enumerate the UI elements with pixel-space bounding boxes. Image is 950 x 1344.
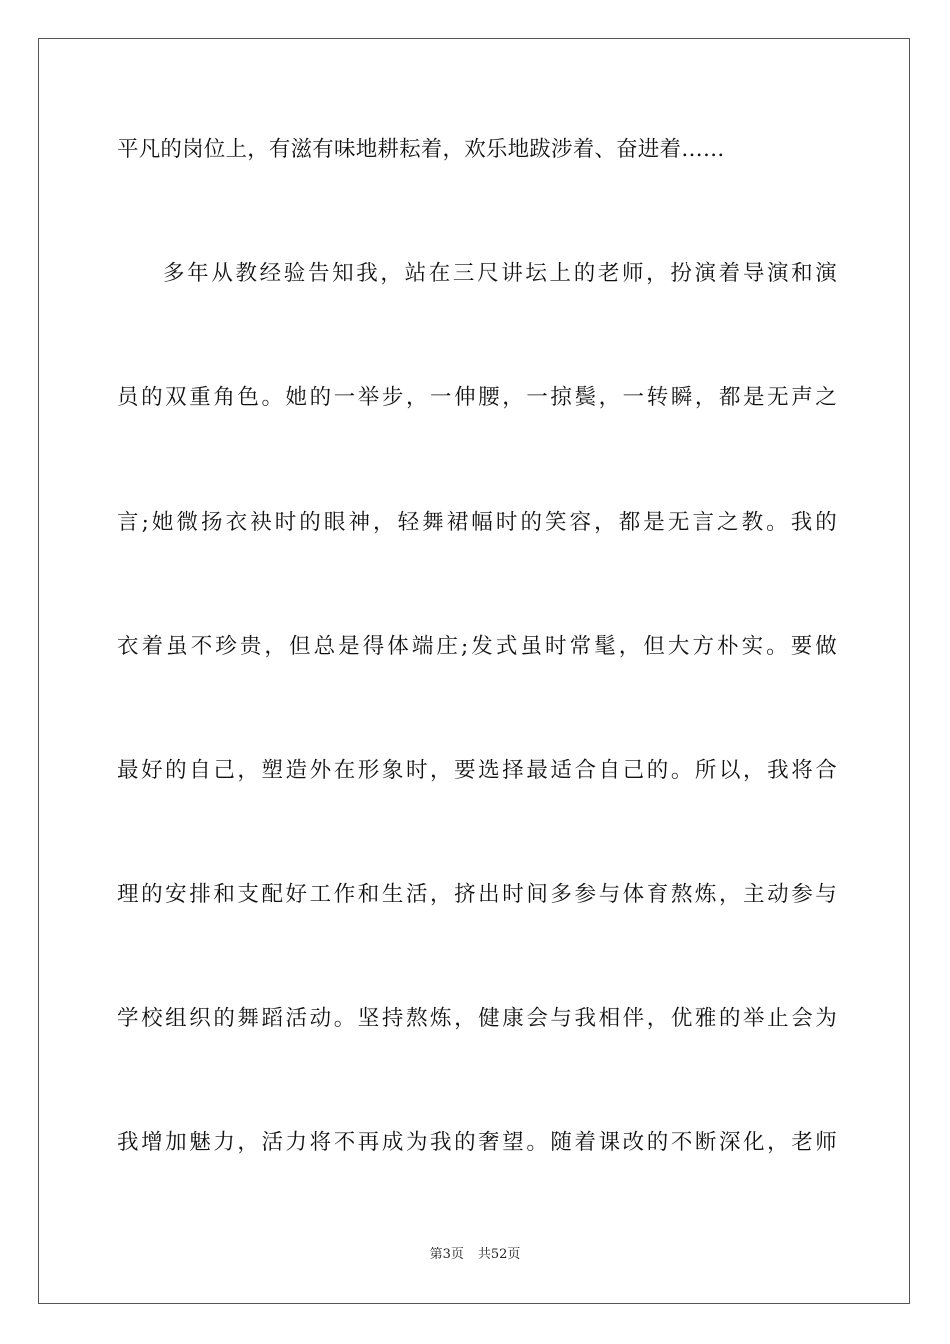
page-border [38,38,910,1304]
paragraph-line-5: 衣着虽不珍贵，但总是得体端庄;发式虽时常髦，但大方朴实。要做 [117,634,837,659]
paragraph-line-6: 最好的自己，塑造外在形象时，要选择最适合自己的。所以，我将合 [117,758,837,783]
page-footer [0,1246,950,1264]
paragraph-line-7: 理的安排和支配好工作和生活，挤出时间多参与体育熬炼，主动参与 [117,882,837,907]
paragraph-line-8: 学校组织的舞蹈活动。坚持熬炼，健康会与我相伴，优雅的举止会为 [117,1006,837,1031]
paragraph-line-4: 言;她微扬衣袂时的眼神，轻舞裙幅时的笑容，都是无言之教。我的 [117,510,837,535]
page-number: 第3页 [429,1247,464,1262]
paragraph-line-2: 多年从教经验告知我，站在三尺讲坛上的老师，扮演着导演和演 [163,261,837,286]
paragraph-line-3: 员的双重角色。她的一举步，一伸腰，一掠鬓，一转瞬，都是无声之 [117,385,837,410]
paragraph-line-1: 平凡的岗位上，有滋有味地耕耘着，欢乐地跋涉着、奋进着…… [117,137,725,162]
paragraph-line-9: 我增加魅力，活力将不再成为我的奢望。随着课改的不断深化，老师 [117,1130,837,1155]
page-total: 共52页 [477,1247,521,1262]
